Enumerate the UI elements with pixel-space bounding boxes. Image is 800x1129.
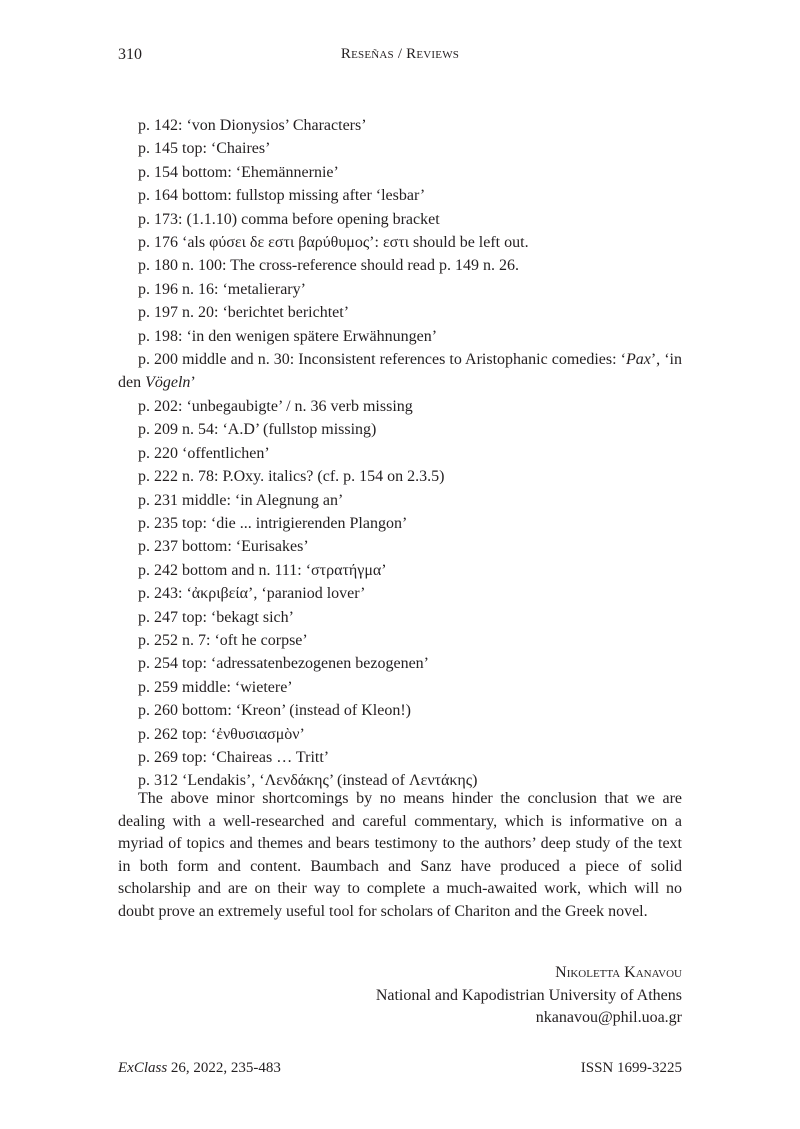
errata-text: p. 202: ‘unbegaubigte’ / n. 36 verb missing xyxy=(138,397,413,415)
errata-text: p. 222 n. 78: P.Oxy. italics? (cf. p. 154 on 2.3.5) xyxy=(138,468,445,486)
author-name: Nikoletta Kanavou xyxy=(555,964,682,981)
errata-item xyxy=(118,723,682,746)
errata-item xyxy=(118,465,682,488)
errata-text: p. 254 top: ‘adressatenbezogenen bezogenen’ xyxy=(138,655,429,673)
errata-text: p. 242 bottom and n. 111: ‘στρατήγμα’ xyxy=(138,561,387,579)
errata-item xyxy=(118,301,682,324)
errata-item xyxy=(118,137,682,160)
errata-text: p. 252 n. 7: ‘oft he corpse’ xyxy=(138,631,308,649)
errata-item xyxy=(118,348,682,395)
errata-text: p. 142: ‘von Dionysios’ Characters’ xyxy=(138,117,367,134)
author-email[interactable]: nkanavou@phil.uoa.gr xyxy=(535,1009,682,1027)
citation-detail: 26, 2022, 235-483 xyxy=(167,1060,281,1076)
errata-text: p. 154 bottom: ‘Ehemännernie’ xyxy=(138,163,339,181)
errata-text: p. 235 top: ‘die ... intrigierenden Plangon’ xyxy=(138,514,408,532)
errata-text: ’ xyxy=(190,374,196,392)
page-header xyxy=(118,46,682,66)
errata-text: p. 237 bottom: ‘Eurisakes’ xyxy=(138,538,309,556)
errata-item xyxy=(118,442,682,465)
errata-text: p. 260 bottom: ‘Kreon’ (instead of Kleon!) xyxy=(138,702,411,720)
errata-item xyxy=(118,161,682,184)
errata-text: p. 176 ‘als φύσει δε εστι βαρύθυμος’: εστι should be left out. xyxy=(138,234,529,252)
signature-block xyxy=(376,962,682,1030)
author-affiliation: National and Kapodistrian University of Athens xyxy=(375,986,682,1004)
errata-item xyxy=(118,231,682,254)
errata-item xyxy=(118,418,682,441)
errata-item xyxy=(118,254,682,277)
errata-text: p. 173: (1.1.10) comma before opening bracket xyxy=(138,210,440,228)
errata-item xyxy=(118,676,682,699)
errata-item xyxy=(118,582,682,605)
errata-text: p. 231 middle: ‘in Alegnung an’ xyxy=(138,491,344,509)
errata-text: p. 200 middle and n. 30: Inconsistent references to Aristophanic comedies: ‘ xyxy=(138,351,626,369)
errata-text: p. 180 n. 100: The cross-reference should read p. 149 n. 26. xyxy=(138,257,519,275)
journal-name: ExClass xyxy=(118,1060,168,1076)
conclusion-paragraph: The above minor shortcomings by no means hinder the conclusion that we are dealing with a well-researched and careful commentary, which is informative on a myriad of topics and themes and bears testimony to the authors’ deep study of the text in both form and content. Baumbach and Sanz have produced a piece of solid scholarship and are on their way to complete a much-awaited work, which will no doubt prove an extremely useful tool for scholars of Chariton and the Greek novel. xyxy=(118,790,682,920)
errata-text: p. 196 n. 16: ‘metalierary’ xyxy=(138,280,306,298)
errata-item xyxy=(118,746,682,769)
errata-text: p. 220 ‘offentlichen’ xyxy=(138,444,270,462)
errata-item xyxy=(118,559,682,582)
page-number: 310 xyxy=(118,46,142,63)
errata-item xyxy=(118,114,682,137)
errata-text: Pax xyxy=(625,351,651,369)
running-title: Reseñas / Reviews xyxy=(340,46,460,62)
errata-text: p. 269 top: ‘Chaireas … Tritt’ xyxy=(138,748,330,766)
errata-text: p. 259 middle: ‘wietere’ xyxy=(138,678,293,696)
errata-item xyxy=(118,489,682,512)
errata-list xyxy=(118,114,682,793)
errata-text: p. 312 ‘Lendakis’, ‘Λενδάκης’ (instead of Λεντάκης) xyxy=(138,772,478,790)
errata-item xyxy=(118,606,682,629)
errata-item xyxy=(118,184,682,207)
errata-text: p. 262 top: ‘ἐνθυσιασμὸν’ xyxy=(138,725,305,743)
errata-text: ’, ‘in den xyxy=(118,351,682,392)
errata-text: p. 247 top: ‘bekagt sich’ xyxy=(138,608,294,626)
errata-item xyxy=(118,699,682,722)
errata-item xyxy=(118,395,682,418)
errata-text: p. 145 top: ‘Chaires’ xyxy=(138,140,271,158)
errata-text: Vögeln xyxy=(145,374,191,392)
errata-item xyxy=(118,629,682,652)
errata-item xyxy=(118,535,682,558)
errata-item xyxy=(118,652,682,675)
errata-text: p. 164 bottom: fullstop missing after ‘lesbar’ xyxy=(138,187,426,205)
errata-text: p. 243: ‘ἀκριβεία’, ‘paraniod lover’ xyxy=(138,585,366,603)
errata-text: p. 197 n. 20: ‘berichtet berichtet’ xyxy=(138,304,350,322)
errata-item xyxy=(118,325,682,348)
journal-citation xyxy=(118,1060,281,1077)
errata-text: p. 198: ‘in den wenigen spätere Erwähnungen’ xyxy=(138,327,438,345)
errata-item xyxy=(118,278,682,301)
errata-item xyxy=(118,208,682,231)
errata-text: p. 209 n. 54: ‘A.D’ (fullstop missing) xyxy=(138,421,377,439)
issn: ISSN 1699-3225 xyxy=(580,1060,682,1076)
errata-item xyxy=(118,512,682,535)
